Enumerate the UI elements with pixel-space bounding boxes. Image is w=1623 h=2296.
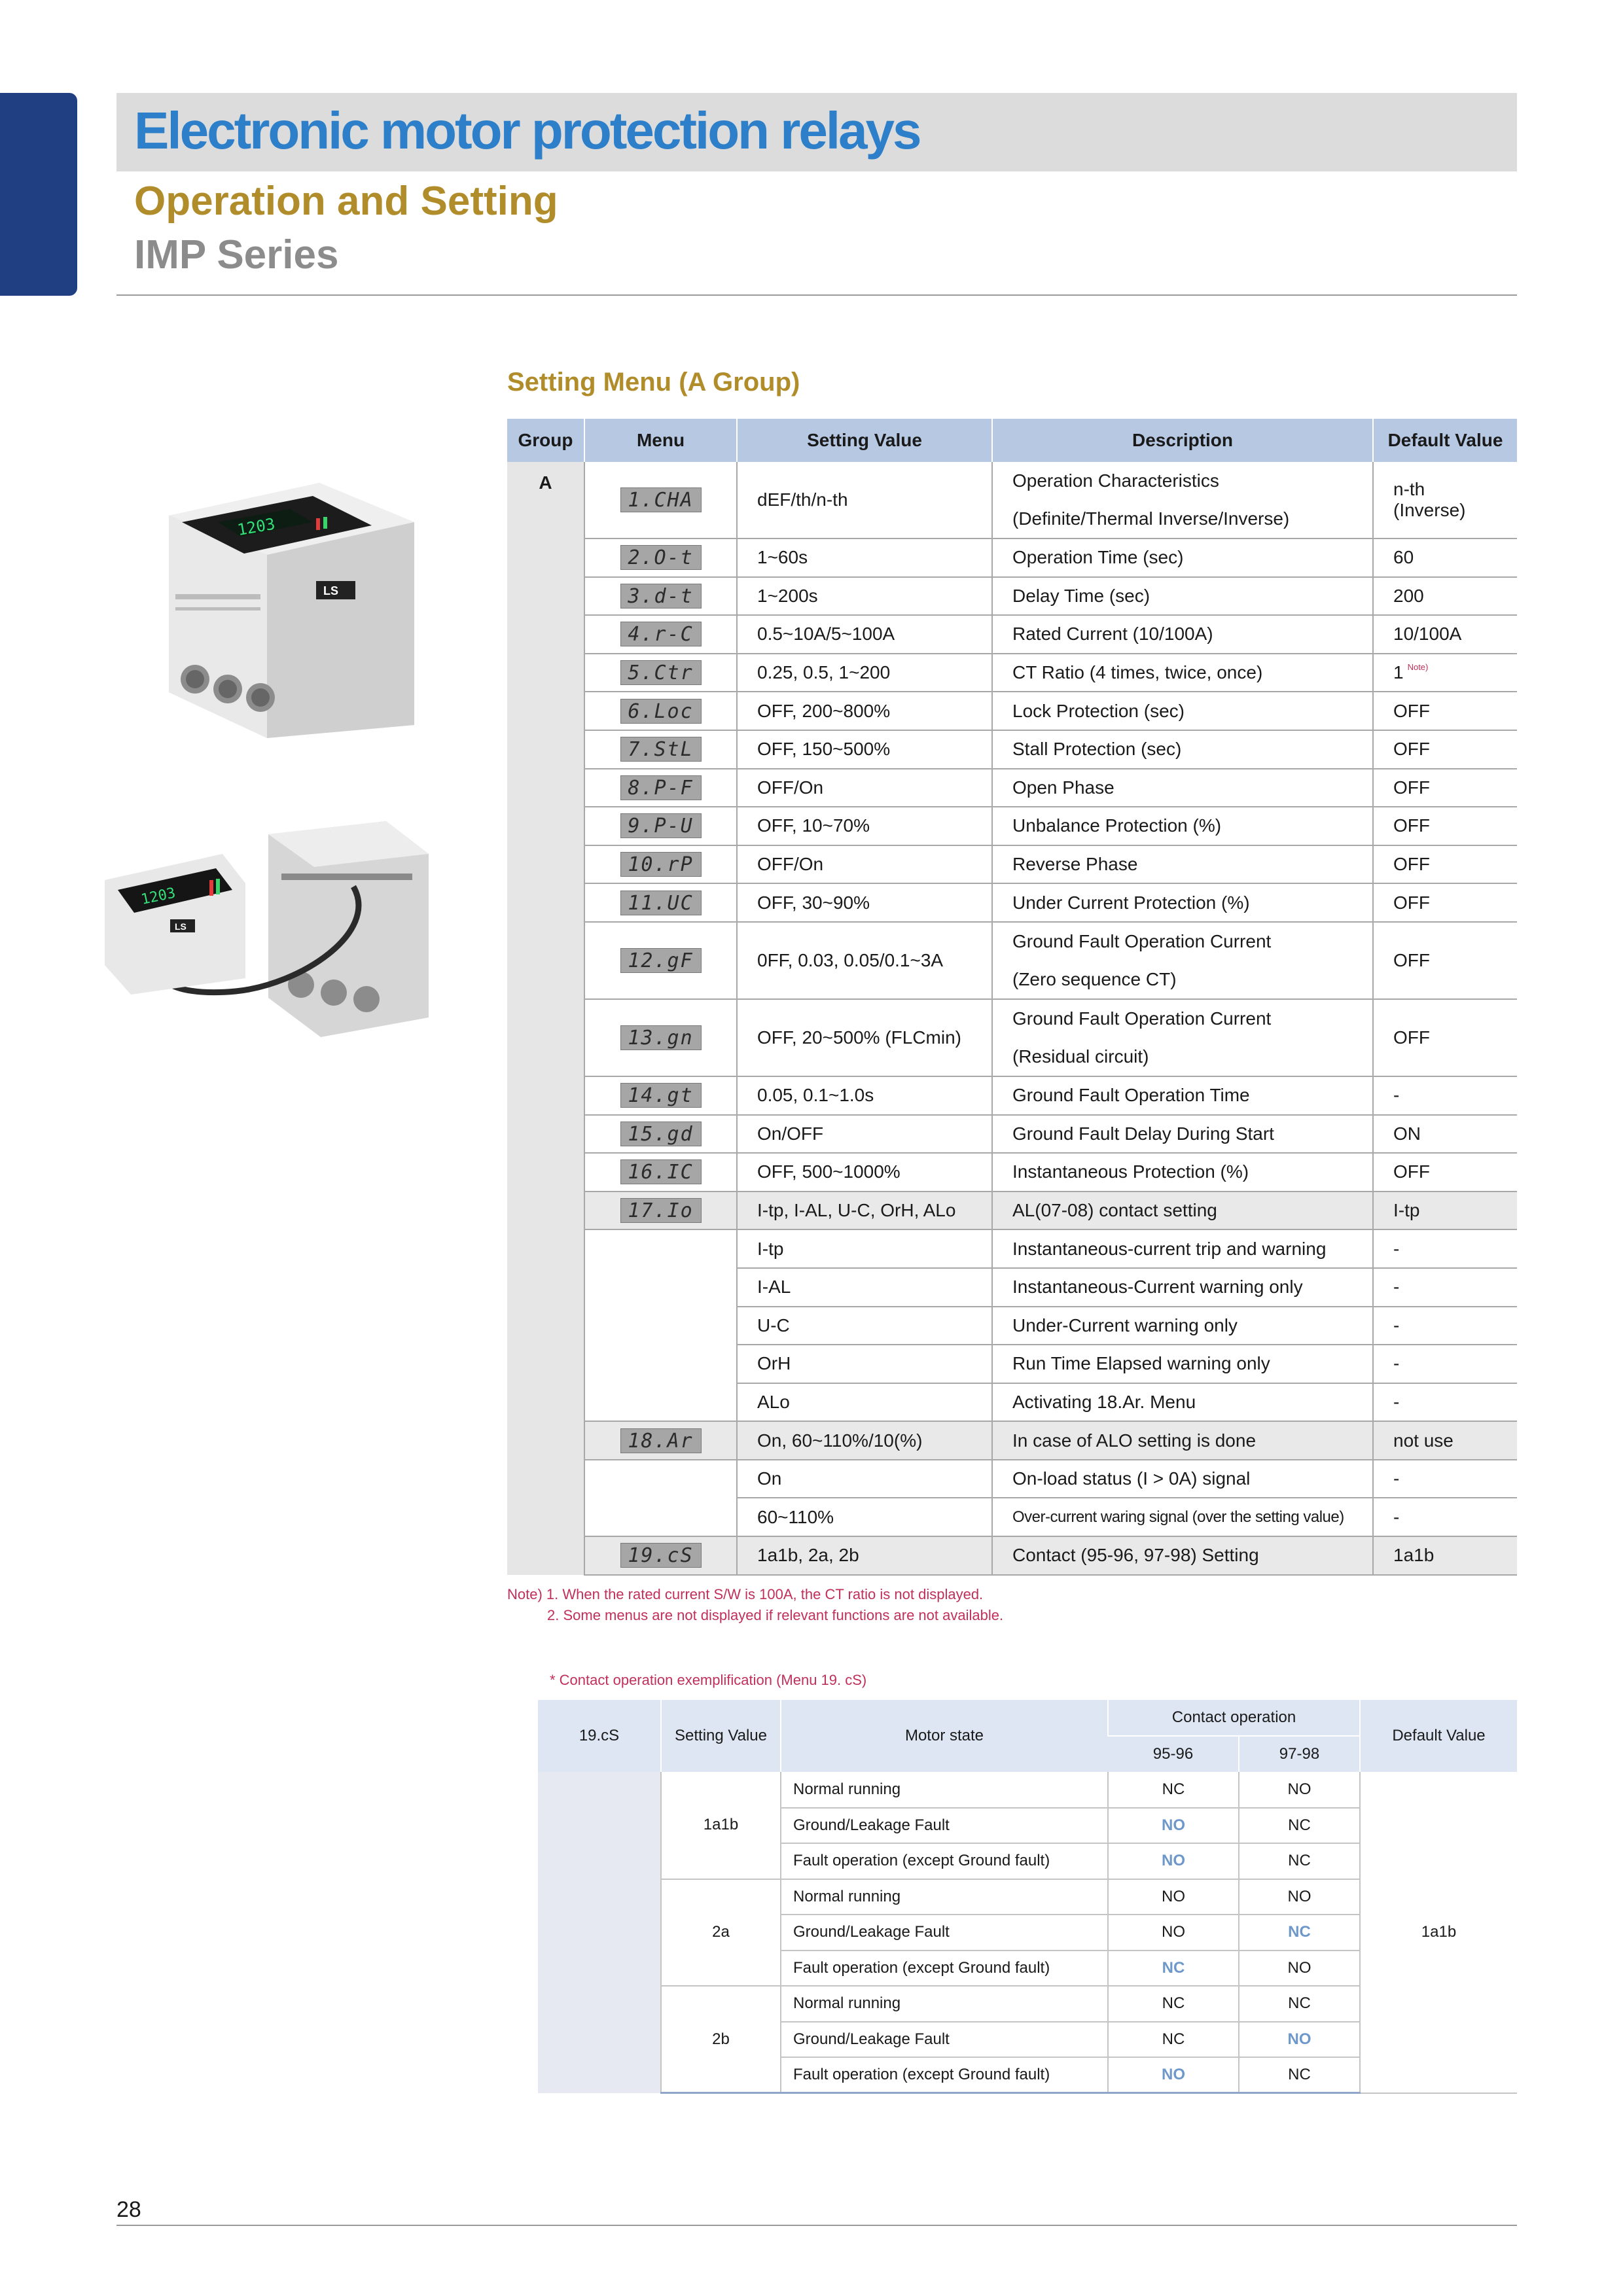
setting-value-cell: I-tp — [737, 1229, 992, 1268]
setting-value-cell: I-tp, I-AL, U-C, OrH, ALo — [737, 1192, 992, 1230]
default-value-cell: I-tp — [1373, 1192, 1517, 1230]
setting-value-cell: 1~200s — [737, 577, 992, 616]
contact-95-96-cell: NO — [1108, 1808, 1239, 1844]
default-value-text: 1 — [1393, 662, 1404, 683]
lcd-menu-code: 13.gn — [620, 1025, 702, 1050]
description-cell: Operation Time (sec) — [992, 539, 1373, 577]
motor-state-cell: Ground/Leakage Fault — [781, 2022, 1108, 2058]
menu-code-cell — [584, 922, 737, 999]
table-row — [507, 654, 1517, 692]
page-number: 28 — [116, 2197, 141, 2222]
remote-display-text: 1203 — [139, 885, 177, 908]
description-cell: Instantaneous-Current warning only — [992, 1268, 1373, 1307]
setting-value-cell: 1~60s — [737, 539, 992, 577]
lcd-menu-code: 9.P-U — [620, 813, 702, 838]
setting-menu-table — [507, 419, 1517, 1576]
lcd-menu-code: 10.rP — [620, 852, 702, 877]
contact-97-98-cell: NC — [1239, 2057, 1360, 2093]
setting-value-cell: 60~110% — [737, 1498, 992, 1536]
column-header: Motor state — [781, 1700, 1108, 1772]
setting-value-cell: OFF, 30~90% — [737, 883, 992, 922]
menu-code-cell — [584, 1536, 737, 1575]
column-header: Menu — [584, 419, 737, 462]
motor-state-cell: Ground/Leakage Fault — [781, 1808, 1108, 1844]
table-row — [507, 577, 1517, 616]
description-cell — [992, 462, 1373, 539]
description-cell: Instantaneous-current trip and warning — [992, 1229, 1373, 1268]
column-header: 19.cS — [538, 1700, 661, 1772]
setting-value-cell: 1a1b, 2a, 2b — [737, 1536, 992, 1575]
setting-value-cell: 2b — [661, 1986, 781, 2093]
menu-code-cell — [584, 615, 737, 654]
description-cell: In case of ALO setting is done — [992, 1421, 1373, 1460]
default-value-cell: - — [1373, 1307, 1517, 1345]
table-row — [507, 539, 1517, 577]
contact-95-96-cell: NC — [1108, 1772, 1239, 1808]
description-cell — [992, 922, 1373, 999]
default-value-cell: OFF — [1373, 730, 1517, 769]
setting-value-cell: 0.5~10A/5~100A — [737, 615, 992, 654]
contact-97-98-cell: NC — [1239, 1843, 1360, 1879]
setting-value-cell: OFF, 20~500% (FLCmin) — [737, 999, 992, 1076]
contact-97-98-cell: NO — [1239, 1772, 1360, 1808]
description-cell: CT Ratio (4 times, twice, once) — [992, 654, 1373, 692]
footer-divider — [116, 2225, 1517, 2226]
table-row — [507, 1192, 1517, 1230]
table-row — [507, 615, 1517, 654]
setting-value-cell: 2a — [661, 1879, 781, 1987]
description-cell: Instantaneous Protection (%) — [992, 1153, 1373, 1192]
motor-state-cell: Fault operation (except Ground fault) — [781, 2057, 1108, 2093]
setting-value-cell: OFF, 10~70% — [737, 807, 992, 845]
default-value-cell: OFF — [1373, 999, 1517, 1076]
menu-code-cell — [584, 539, 737, 577]
setting-value-cell: 0.05, 0.1~1.0s — [737, 1076, 992, 1115]
table-row — [507, 1153, 1517, 1192]
default-value-cell: OFF — [1373, 807, 1517, 845]
contact-97-98-cell: NO — [1239, 1951, 1360, 1987]
table-row — [507, 1536, 1517, 1575]
default-value-cell: OFF — [1373, 922, 1517, 999]
lcd-menu-code: 7.StL — [620, 737, 702, 762]
contact-97-98-cell: NC — [1239, 1986, 1360, 2022]
setting-value-cell: 0.25, 0.5, 1~200 — [737, 654, 992, 692]
footnote: 2. Some menus are not displayed if relevant functions are not available. — [547, 1607, 1004, 1623]
lcd-menu-code: 12.gF — [620, 948, 702, 973]
lcd-menu-code: 4.r-C — [620, 622, 702, 646]
group-cell: A — [507, 462, 584, 1575]
lcd-menu-code: 5.Ctr — [620, 660, 702, 685]
lcd-menu-code: 15.gd — [620, 1122, 702, 1146]
chapter-tab — [0, 93, 77, 296]
cs-column-cell — [538, 1772, 661, 2093]
description-cell: Ground Fault Delay During Start — [992, 1115, 1373, 1154]
setting-value-cell: On — [737, 1460, 992, 1498]
default-value-cell: - — [1373, 1345, 1517, 1383]
default-value-cell: OFF — [1373, 769, 1517, 807]
column-header: Setting Value — [661, 1700, 781, 1772]
table-row — [538, 1772, 1517, 1808]
menu-code-cell-empty — [584, 1229, 737, 1421]
description-line: Ground Fault Operation Current — [1012, 930, 1272, 951]
table-row — [507, 462, 1517, 539]
description-line: (Zero sequence CT) — [1012, 968, 1177, 989]
description-line: Ground Fault Operation Current — [1012, 1008, 1272, 1029]
motor-state-cell: Fault operation (except Ground fault) — [781, 1951, 1108, 1987]
menu-code-cell — [584, 462, 737, 539]
menu-code-cell — [584, 845, 737, 884]
setting-menu-heading: Setting Menu (A Group) — [507, 368, 800, 397]
column-header: Setting Value — [737, 419, 992, 462]
description-cell: Reverse Phase — [992, 845, 1373, 884]
relay-remote-display-photo — [105, 821, 429, 1047]
setting-value-cell: 0FF, 0.03, 0.05/0.1~3A — [737, 922, 992, 999]
description-cell: Ground Fault Operation Time — [992, 1076, 1373, 1115]
lcd-menu-code: 19.cS — [620, 1543, 702, 1568]
setting-value-cell: On/OFF — [737, 1115, 992, 1154]
description-cell: Over-current waring signal (over the setting value) — [992, 1498, 1373, 1536]
description-cell: AL(07-08) contact setting — [992, 1192, 1373, 1230]
menu-code-cell — [584, 1192, 737, 1230]
setting-value-cell: U-C — [737, 1307, 992, 1345]
contact-95-96-cell: NC — [1108, 1986, 1239, 2022]
default-value-cell: - — [1373, 1383, 1517, 1422]
description-cell: Under-Current warning only — [992, 1307, 1373, 1345]
menu-code-cell — [584, 654, 737, 692]
header-divider — [116, 294, 1517, 296]
motor-state-cell: Normal running — [781, 1772, 1108, 1808]
default-value-cell: not use — [1373, 1421, 1517, 1460]
table-row — [507, 730, 1517, 769]
contact-operation-table — [538, 1700, 1517, 2094]
contact-97-98-cell: NC — [1239, 1808, 1360, 1844]
contact-95-96-cell: NO — [1108, 1843, 1239, 1879]
menu-code-cell — [584, 1421, 737, 1460]
column-header: Description — [992, 419, 1373, 462]
table-row — [507, 1076, 1517, 1115]
table-row — [507, 1421, 1517, 1460]
column-header: 95-96 — [1108, 1736, 1239, 1772]
lcd-menu-code: 11.UC — [620, 891, 702, 915]
table-row — [507, 922, 1517, 999]
default-value-cell: OFF — [1373, 883, 1517, 922]
section-title: Operation and Setting — [134, 179, 558, 224]
description-cell: On-load status (I > 0A) signal — [992, 1460, 1373, 1498]
table-row — [507, 999, 1517, 1076]
relay-brand-text: LS — [323, 584, 339, 597]
description-cell: Stall Protection (sec) — [992, 730, 1373, 769]
default-value-cell: - — [1373, 1229, 1517, 1268]
column-header: Contact operation — [1108, 1700, 1360, 1736]
contact-97-98-cell: NC — [1239, 1915, 1360, 1951]
description-cell: Lock Protection (sec) — [992, 692, 1373, 730]
default-value-cell: OFF — [1373, 692, 1517, 730]
default-value-cell: OFF — [1373, 1153, 1517, 1192]
contact-95-96-cell: NC — [1108, 1951, 1239, 1987]
description-cell: Unbalance Protection (%) — [992, 807, 1373, 845]
lcd-menu-code: 3.d-t — [620, 584, 702, 609]
default-value-cell: - — [1373, 1498, 1517, 1536]
page-title: Electronic motor protection relays — [134, 101, 920, 160]
menu-code-cell — [584, 1115, 737, 1154]
table-row — [507, 845, 1517, 884]
description-cell — [992, 999, 1373, 1076]
description-cell: Under Current Protection (%) — [992, 883, 1373, 922]
setting-value-cell: OFF, 200~800% — [737, 692, 992, 730]
motor-state-cell: Fault operation (except Ground fault) — [781, 1843, 1108, 1879]
contact-97-98-cell: NO — [1239, 2022, 1360, 2058]
lcd-menu-code: 18.Ar — [620, 1428, 702, 1453]
default-value-cell: OFF — [1373, 845, 1517, 884]
contact-operation-heading: * Contact operation exemplification (Menu 19. cS) — [550, 1672, 867, 1688]
default-value-cell: 1a1b — [1373, 1536, 1517, 1575]
footnote: Note) 1. When the rated current S/W is 100A, the CT ratio is not displayed. — [507, 1586, 984, 1602]
menu-code-cell — [584, 769, 737, 807]
menu-code-cell — [584, 730, 737, 769]
setting-value-cell: dEF/th/n-th — [737, 462, 992, 539]
lcd-menu-code: 17.Io — [620, 1198, 702, 1223]
contact-95-96-cell: NO — [1108, 2057, 1239, 2093]
default-value-cell: 200 — [1373, 577, 1517, 616]
setting-value-cell: OFF/On — [737, 845, 992, 884]
setting-value-cell: I-AL — [737, 1268, 992, 1307]
table-row — [507, 692, 1517, 730]
setting-value-cell: OFF, 150~500% — [737, 730, 992, 769]
default-value-cell — [1373, 654, 1517, 692]
description-line: Operation Characteristics — [1012, 470, 1219, 491]
default-value-cell: 1a1b — [1360, 1772, 1517, 2093]
description-line: (Definite/Thermal Inverse/Inverse) — [1012, 508, 1290, 529]
lcd-menu-code: 14.gt — [620, 1083, 702, 1108]
lcd-menu-code: 6.Loc — [620, 699, 702, 724]
description-cell: Open Phase — [992, 769, 1373, 807]
menu-code-cell — [584, 883, 737, 922]
default-value-cell: - — [1373, 1268, 1517, 1307]
menu-code-cell — [584, 1076, 737, 1115]
setting-value-cell: ALo — [737, 1383, 992, 1422]
contact-95-96-cell: NC — [1108, 2022, 1239, 2058]
setting-value-cell: OFF, 500~1000% — [737, 1153, 992, 1192]
table-row — [507, 883, 1517, 922]
setting-value-cell: OFF/On — [737, 769, 992, 807]
setting-value-cell: 1a1b — [661, 1772, 781, 1879]
contact-97-98-cell: NO — [1239, 1879, 1360, 1915]
setting-value-cell: OrH — [737, 1345, 992, 1383]
default-value-cell: - — [1373, 1460, 1517, 1498]
table-row — [507, 1229, 1517, 1268]
contact-95-96-cell: NO — [1108, 1879, 1239, 1915]
motor-state-cell: Normal running — [781, 1986, 1108, 2022]
description-cell: Delay Time (sec) — [992, 577, 1373, 616]
contact-95-96-cell: NO — [1108, 1915, 1239, 1951]
table-row — [507, 1115, 1517, 1154]
lcd-menu-code: 2.O-t — [620, 545, 702, 570]
relay-product-photo — [156, 476, 421, 741]
menu-code-cell — [584, 807, 737, 845]
menu-code-cell — [584, 1153, 737, 1192]
column-header: Group — [507, 419, 584, 462]
setting-value-cell: On, 60~110%/10(%) — [737, 1421, 992, 1460]
column-header: Default Value — [1373, 419, 1517, 462]
menu-code-cell — [584, 577, 737, 616]
description-cell: Contact (95-96, 97-98) Setting — [992, 1536, 1373, 1575]
column-header: Default Value — [1360, 1700, 1517, 1772]
column-header: 97-98 — [1239, 1736, 1360, 1772]
default-value-cell: - — [1373, 1076, 1517, 1115]
description-cell: Activating 18.Ar. Menu — [992, 1383, 1373, 1422]
default-value-cell: 10/100A — [1373, 615, 1517, 654]
motor-state-cell: Ground/Leakage Fault — [781, 1915, 1108, 1951]
description-cell: Run Time Elapsed warning only — [992, 1345, 1373, 1383]
description-cell: Rated Current (10/100A) — [992, 615, 1373, 654]
note-marker: Note) — [1407, 662, 1429, 673]
table-row — [507, 769, 1517, 807]
default-value-cell: n-th (Inverse) — [1373, 462, 1517, 539]
menu-code-cell — [584, 999, 737, 1076]
default-value-cell: ON — [1373, 1115, 1517, 1154]
lcd-menu-code: 8.P-F — [620, 775, 702, 800]
motor-state-cell: Normal running — [781, 1879, 1108, 1915]
default-value-cell: 60 — [1373, 539, 1517, 577]
menu-code-cell-empty — [584, 1460, 737, 1536]
table-row — [507, 807, 1517, 845]
description-line: (Residual circuit) — [1012, 1046, 1149, 1067]
table-row — [507, 1460, 1517, 1498]
relay-display-text: 1203 — [236, 514, 277, 540]
lcd-menu-code: 16.IC — [620, 1159, 702, 1184]
menu-code-cell — [584, 692, 737, 730]
lcd-menu-code: 1.CHA — [620, 487, 702, 512]
series-title: IMP Series — [134, 232, 339, 277]
remote-brand-text: LS — [175, 921, 187, 932]
